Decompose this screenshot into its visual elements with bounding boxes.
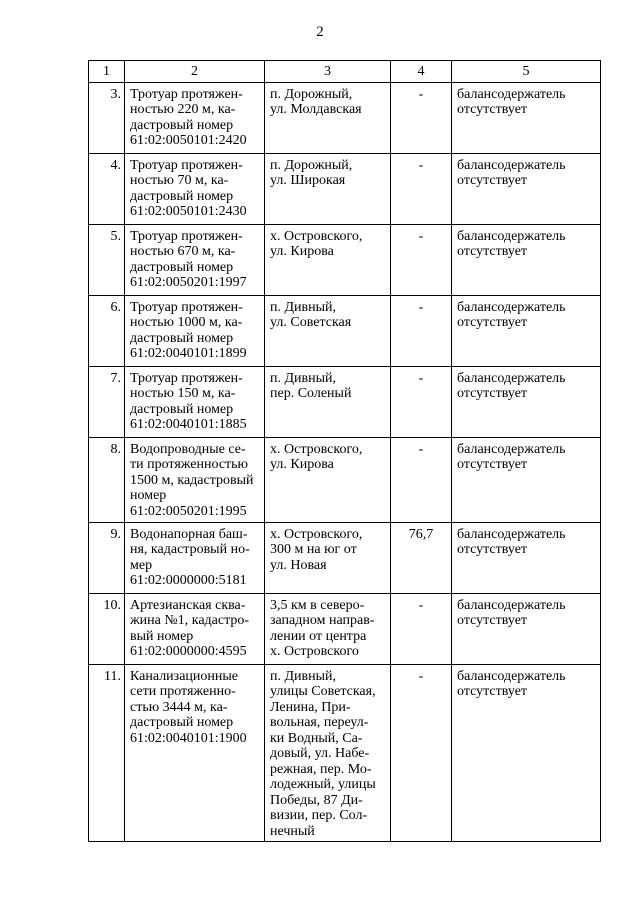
object-line: ностью 150 м, ка- [130,386,236,401]
row-number: 5. [89,224,125,295]
address-line: лодежный, улицы [270,777,376,792]
object-line: номер [130,488,167,503]
object-area: - [391,664,452,842]
object-address [265,295,391,366]
address-line: 3,5 км в северо- [270,597,365,613]
address-line: вольная, переул- [270,715,369,730]
address-line: п. Дивный, [270,370,337,386]
object-line: Водопроводные се- [130,441,246,457]
address-line: лении от центра [270,628,367,644]
address-line: ул. Советская [270,315,352,330]
object-line: Тротуар протяжен- [130,299,243,315]
object-area: - [391,153,452,224]
object-area: 76,7 [391,522,452,593]
address-line: Ленина, При- [270,699,351,715]
object-line: 61:02:0040101:1900 [130,730,247,746]
address-line: режная, пер. Мо- [270,761,372,777]
object-line: ностью 1000 м, ка- [130,315,243,330]
table-row [89,437,601,522]
row-number: 11. [89,664,125,842]
object-address [265,522,391,593]
object-line: дастровый номер [130,117,234,133]
address-line: Победы, 87 Ди- [270,792,363,808]
balance-holder [452,295,601,366]
row-number: 9. [89,522,125,593]
object-line: ностью 70 м, ка- [130,173,229,188]
address-line: х. Островского, [270,228,363,244]
row-number: 4. [89,153,125,224]
object-line: 61:02:0050101:2430 [130,204,247,219]
object-description [125,593,265,664]
object-description [125,153,265,224]
object-area: - [391,82,452,153]
row-number: 8. [89,437,125,522]
column-header: 5 [452,61,601,83]
object-line: стью 3444 м, ка- [130,699,228,715]
object-address [265,82,391,153]
holder-line: отсутствует [457,684,528,699]
balance-holder [452,437,601,522]
address-line: х. Островского, [270,526,363,542]
address-line: п. Дорожный, [270,157,353,173]
object-line: ностью 220 м, ка- [130,102,236,117]
object-line: дастровый номер [130,188,234,204]
object-area: - [391,437,452,522]
object-line: Тротуар протяжен- [130,157,243,173]
table-row [89,224,601,295]
table-row [89,522,601,593]
object-area: - [391,593,452,664]
object-line: мер [130,557,153,573]
address-line: довый, ул. Набе- [270,746,370,761]
holder-line: отсутствует [457,315,528,330]
object-line: 61:02:0000000:4595 [130,644,247,659]
address-line: ки Водный, Са- [270,730,363,746]
table-row [89,664,601,842]
table-header-row [89,61,601,83]
object-line: Канализационные [130,668,239,684]
address-line: х. Островского [270,644,359,659]
address-line: ул. Кирова [270,457,334,472]
object-description [125,664,265,842]
object-area: - [391,224,452,295]
address-line: западном направ- [270,613,375,628]
object-description [125,82,265,153]
holder-line: балансодержатель [457,668,566,684]
row-number: 3. [89,82,125,153]
object-line: дастровый номер [130,715,234,730]
address-line: ул. Молдавская [270,102,362,117]
holder-line: балансодержатель [457,526,566,542]
holder-line: отсутствует [457,386,528,401]
address-line: п. Дивный, [270,299,337,315]
balance-holder [452,366,601,437]
object-description [125,437,265,522]
holder-line: балансодержатель [457,370,566,386]
holder-line: отсутствует [457,457,528,472]
object-line: дастровый номер [130,330,234,346]
object-description [125,295,265,366]
object-area: - [391,366,452,437]
holder-line: балансодержатель [457,86,566,102]
table-row [89,366,601,437]
object-line: ностью 670 м, ка- [130,244,236,259]
row-number: 7. [89,366,125,437]
object-address [265,437,391,522]
address-line: 300 м на юг от [270,542,357,557]
holder-line: балансодержатель [457,441,566,457]
table-row [89,153,601,224]
balance-holder [452,224,601,295]
object-line: Водонапорная баш- [130,526,248,542]
object-line: 61:02:0050101:2420 [130,133,247,148]
address-line: визии, пер. Сол- [270,808,368,823]
holder-line: балансодержатель [457,597,566,613]
address-line: п. Дивный, [270,668,337,684]
column-header: 4 [391,61,452,83]
object-line: сети протяженно- [130,684,236,699]
object-line: дастровый номер [130,259,234,275]
balance-holder [452,522,601,593]
property-table [88,60,601,842]
holder-line: отсутствует [457,613,528,628]
object-line: 61:02:0050201:1995 [130,503,247,519]
page-number: 2 [316,24,324,40]
address-line: х. Островского, [270,441,363,457]
object-description [125,522,265,593]
column-header: 3 [265,61,391,83]
object-line: 61:02:0040101:1899 [130,346,247,361]
table-row [89,593,601,664]
object-address [265,664,391,842]
object-line: 61:02:0040101:1885 [130,417,247,432]
holder-line: отсутствует [457,244,528,259]
object-line: вый номер [130,628,194,644]
object-line: жина №1, кадастро- [130,613,250,628]
column-header: 2 [125,61,265,83]
object-address [265,366,391,437]
address-line: ул. Кирова [270,244,334,259]
holder-line: отсутствует [457,102,528,117]
balance-holder [452,664,601,842]
column-header: 1 [89,61,125,83]
object-line: 61:02:0000000:5181 [130,573,247,588]
row-number: 6. [89,295,125,366]
address-line: п. Дорожный, [270,86,353,102]
holder-line: балансодержатель [457,299,566,315]
holder-line: балансодержатель [457,157,566,173]
table-row [89,82,601,153]
balance-holder [452,153,601,224]
object-line: дастровый номер [130,401,234,417]
object-line: Тротуар протяжен- [130,228,243,244]
object-line: Тротуар протяжен- [130,86,243,102]
object-description [125,366,265,437]
address-line: пер. Соленый [270,386,352,401]
balance-holder [452,593,601,664]
row-number: 10. [89,593,125,664]
object-description [125,224,265,295]
object-area: - [391,295,452,366]
address-line: ул. Новая [270,557,327,573]
object-line: ня, кадастровый но- [130,542,250,557]
address-line: ул. Широкая [270,173,346,188]
object-line: Артезианская сква- [130,597,246,613]
address-line: нечный [270,823,315,839]
holder-line: отсутствует [457,542,528,557]
object-line: ти протяженностью [130,457,249,472]
object-address [265,224,391,295]
holder-line: отсутствует [457,173,528,188]
holder-line: балансодержатель [457,228,566,244]
object-line: 1500 м, кадастровый [130,472,254,488]
object-line: 61:02:0050201:1997 [130,275,247,290]
address-line: улицы Советская, [270,684,376,699]
balance-holder [452,82,601,153]
table-row [89,295,601,366]
object-line: Тротуар протяжен- [130,370,243,386]
object-address [265,153,391,224]
object-address [265,593,391,664]
